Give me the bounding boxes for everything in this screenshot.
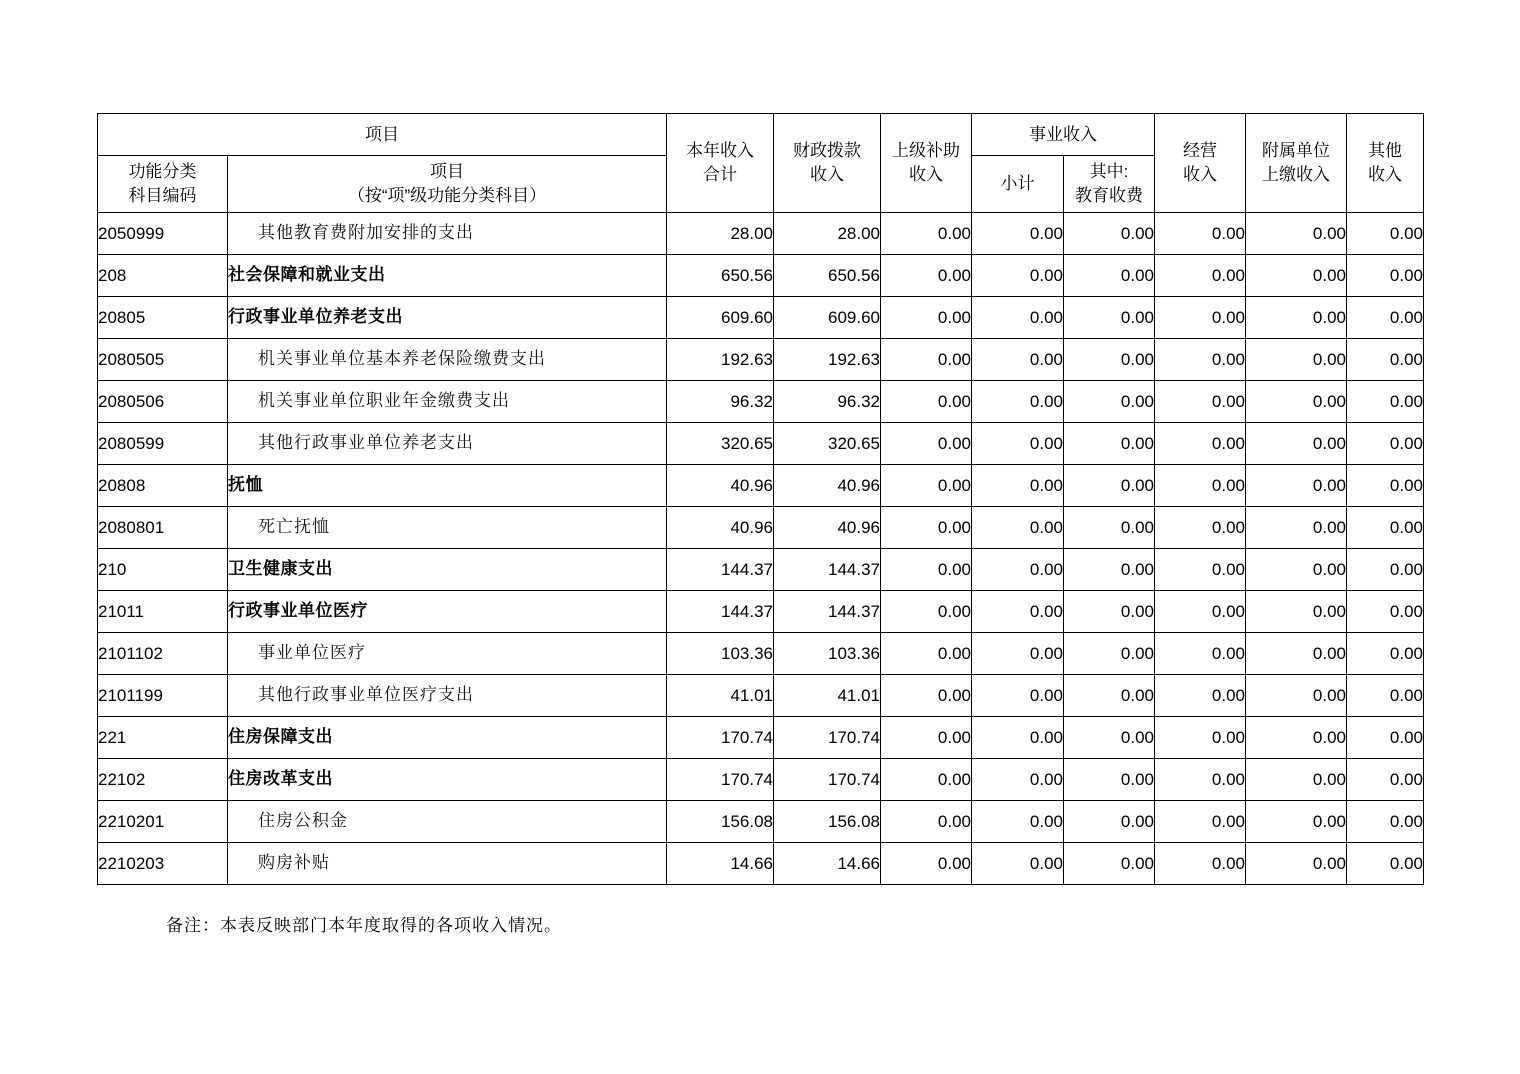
row-code: 22102	[98, 759, 228, 801]
cell-total: 170.74	[667, 717, 774, 759]
cell-business-subtotal: 0.00	[972, 297, 1064, 339]
cell-affiliate: 0.00	[1246, 255, 1347, 297]
row-code: 2080506	[98, 381, 228, 423]
cell-operating: 0.00	[1155, 759, 1246, 801]
cell-total: 40.96	[667, 507, 774, 549]
row-code: 2080505	[98, 339, 228, 381]
cell-subsidy: 0.00	[881, 717, 972, 759]
cell-fiscal: 609.60	[774, 297, 881, 339]
cell-fiscal: 14.66	[774, 843, 881, 885]
cell-business-subtotal: 0.00	[972, 255, 1064, 297]
cell-fiscal: 650.56	[774, 255, 881, 297]
cell-total: 192.63	[667, 339, 774, 381]
table-row	[98, 717, 1424, 759]
cell-other: 0.00	[1347, 381, 1424, 423]
cell-affiliate: 0.00	[1246, 717, 1347, 759]
cell-operating: 0.00	[1155, 633, 1246, 675]
table-header	[98, 114, 1424, 213]
row-code: 2080599	[98, 423, 228, 465]
cell-affiliate: 0.00	[1246, 339, 1347, 381]
cell-business-subtotal: 0.00	[972, 213, 1064, 255]
table-row	[98, 843, 1424, 885]
cell-subsidy: 0.00	[881, 423, 972, 465]
cell-fiscal: 40.96	[774, 465, 881, 507]
cell-edu-fee: 0.00	[1064, 591, 1155, 633]
cell-operating: 0.00	[1155, 717, 1246, 759]
cell-other: 0.00	[1347, 633, 1424, 675]
cell-subsidy: 0.00	[881, 339, 972, 381]
cell-other: 0.00	[1347, 801, 1424, 843]
table-row	[98, 759, 1424, 801]
row-name: 机关事业单位职业年金缴费支出	[228, 381, 667, 423]
cell-subsidy: 0.00	[881, 255, 972, 297]
cell-affiliate: 0.00	[1246, 759, 1347, 801]
cell-affiliate: 0.00	[1246, 465, 1347, 507]
row-code: 2080801	[98, 507, 228, 549]
cell-operating: 0.00	[1155, 255, 1246, 297]
footnote: 备注：本表反映部门本年度取得的各项收入情况。	[166, 916, 562, 936]
cell-subsidy: 0.00	[881, 549, 972, 591]
header-name: 项目 （按“项”级功能分类科目）	[228, 156, 667, 213]
cell-business-subtotal: 0.00	[972, 549, 1064, 591]
row-code: 221	[98, 717, 228, 759]
header-fiscal: 财政拨款 收入	[774, 114, 881, 213]
row-name: 住房公积金	[228, 801, 667, 843]
cell-affiliate: 0.00	[1246, 801, 1347, 843]
table-body	[98, 213, 1424, 885]
cell-fiscal: 28.00	[774, 213, 881, 255]
cell-total: 609.60	[667, 297, 774, 339]
cell-operating: 0.00	[1155, 339, 1246, 381]
cell-edu-fee: 0.00	[1064, 759, 1155, 801]
cell-business-subtotal: 0.00	[972, 381, 1064, 423]
cell-business-subtotal: 0.00	[972, 339, 1064, 381]
cell-affiliate: 0.00	[1246, 843, 1347, 885]
cell-business-subtotal: 0.00	[972, 759, 1064, 801]
cell-fiscal: 40.96	[774, 507, 881, 549]
header-subsidy: 上级补助 收入	[881, 114, 972, 213]
cell-total: 28.00	[667, 213, 774, 255]
cell-edu-fee: 0.00	[1064, 381, 1155, 423]
cell-fiscal: 144.37	[774, 549, 881, 591]
cell-business-subtotal: 0.00	[972, 717, 1064, 759]
table-row	[98, 381, 1424, 423]
cell-affiliate: 0.00	[1246, 549, 1347, 591]
header-code: 功能分类 科目编码	[98, 156, 228, 213]
cell-operating: 0.00	[1155, 381, 1246, 423]
row-code: 210	[98, 549, 228, 591]
cell-subsidy: 0.00	[881, 633, 972, 675]
cell-other: 0.00	[1347, 675, 1424, 717]
cell-subsidy: 0.00	[881, 297, 972, 339]
table-row	[98, 423, 1424, 465]
row-name: 机关事业单位基本养老保险缴费支出	[228, 339, 667, 381]
cell-affiliate: 0.00	[1246, 675, 1347, 717]
cell-edu-fee: 0.00	[1064, 507, 1155, 549]
cell-operating: 0.00	[1155, 297, 1246, 339]
cell-edu-fee: 0.00	[1064, 633, 1155, 675]
row-code: 20808	[98, 465, 228, 507]
cell-other: 0.00	[1347, 549, 1424, 591]
cell-business-subtotal: 0.00	[972, 507, 1064, 549]
cell-total: 144.37	[667, 591, 774, 633]
cell-edu-fee: 0.00	[1064, 423, 1155, 465]
cell-subsidy: 0.00	[881, 759, 972, 801]
cell-total: 96.32	[667, 381, 774, 423]
cell-total: 41.01	[667, 675, 774, 717]
cell-edu-fee: 0.00	[1064, 213, 1155, 255]
cell-other: 0.00	[1347, 255, 1424, 297]
cell-subsidy: 0.00	[881, 801, 972, 843]
cell-business-subtotal: 0.00	[972, 843, 1064, 885]
header-other: 其他 收入	[1347, 114, 1424, 213]
header-business: 事业收入	[972, 114, 1155, 156]
row-code: 2210201	[98, 801, 228, 843]
cell-fiscal: 144.37	[774, 591, 881, 633]
cell-operating: 0.00	[1155, 423, 1246, 465]
cell-edu-fee: 0.00	[1064, 297, 1155, 339]
cell-other: 0.00	[1347, 465, 1424, 507]
cell-total: 170.74	[667, 759, 774, 801]
cell-subsidy: 0.00	[881, 507, 972, 549]
row-name: 死亡抚恤	[228, 507, 667, 549]
cell-total: 103.36	[667, 633, 774, 675]
table-row	[98, 255, 1424, 297]
table-row	[98, 675, 1424, 717]
cell-other: 0.00	[1347, 507, 1424, 549]
cell-subsidy: 0.00	[881, 381, 972, 423]
cell-other: 0.00	[1347, 717, 1424, 759]
cell-business-subtotal: 0.00	[972, 465, 1064, 507]
cell-fiscal: 96.32	[774, 381, 881, 423]
row-name: 其他行政事业单位医疗支出	[228, 675, 667, 717]
cell-operating: 0.00	[1155, 675, 1246, 717]
cell-edu-fee: 0.00	[1064, 339, 1155, 381]
table-row	[98, 465, 1424, 507]
cell-affiliate: 0.00	[1246, 297, 1347, 339]
row-name: 事业单位医疗	[228, 633, 667, 675]
cell-affiliate: 0.00	[1246, 591, 1347, 633]
cell-other: 0.00	[1347, 591, 1424, 633]
cell-total: 320.65	[667, 423, 774, 465]
cell-subsidy: 0.00	[881, 591, 972, 633]
row-name: 其他教育费附加安排的支出	[228, 213, 667, 255]
cell-total: 14.66	[667, 843, 774, 885]
row-code: 20805	[98, 297, 228, 339]
row-code: 2210203	[98, 843, 228, 885]
cell-business-subtotal: 0.00	[972, 423, 1064, 465]
header-operating: 经营 收入	[1155, 114, 1246, 213]
cell-edu-fee: 0.00	[1064, 801, 1155, 843]
cell-fiscal: 320.65	[774, 423, 881, 465]
row-name: 住房保障支出	[228, 717, 667, 759]
income-table	[97, 113, 1424, 885]
cell-business-subtotal: 0.00	[972, 633, 1064, 675]
cell-business-subtotal: 0.00	[972, 591, 1064, 633]
cell-fiscal: 170.74	[774, 759, 881, 801]
table-row	[98, 633, 1424, 675]
cell-edu-fee: 0.00	[1064, 255, 1155, 297]
row-name: 行政事业单位养老支出	[228, 297, 667, 339]
cell-total: 144.37	[667, 549, 774, 591]
row-name: 行政事业单位医疗	[228, 591, 667, 633]
row-name: 社会保障和就业支出	[228, 255, 667, 297]
cell-edu-fee: 0.00	[1064, 717, 1155, 759]
table-row	[98, 591, 1424, 633]
cell-fiscal: 156.08	[774, 801, 881, 843]
row-name: 购房补贴	[228, 843, 667, 885]
table-row	[98, 297, 1424, 339]
cell-fiscal: 103.36	[774, 633, 881, 675]
cell-other: 0.00	[1347, 423, 1424, 465]
cell-subsidy: 0.00	[881, 675, 972, 717]
cell-other: 0.00	[1347, 759, 1424, 801]
cell-affiliate: 0.00	[1246, 507, 1347, 549]
cell-operating: 0.00	[1155, 591, 1246, 633]
table-row	[98, 549, 1424, 591]
row-name: 住房改革支出	[228, 759, 667, 801]
cell-operating: 0.00	[1155, 507, 1246, 549]
cell-affiliate: 0.00	[1246, 381, 1347, 423]
cell-operating: 0.00	[1155, 843, 1246, 885]
row-code: 2050999	[98, 213, 228, 255]
cell-edu-fee: 0.00	[1064, 843, 1155, 885]
cell-operating: 0.00	[1155, 801, 1246, 843]
table-row	[98, 801, 1424, 843]
header-total: 本年收入 合计	[667, 114, 774, 213]
cell-fiscal: 41.01	[774, 675, 881, 717]
cell-other: 0.00	[1347, 843, 1424, 885]
cell-subsidy: 0.00	[881, 213, 972, 255]
row-name: 卫生健康支出	[228, 549, 667, 591]
row-code: 21011	[98, 591, 228, 633]
cell-other: 0.00	[1347, 339, 1424, 381]
income-table-sheet	[97, 113, 1423, 885]
cell-business-subtotal: 0.00	[972, 801, 1064, 843]
header-project: 项目	[98, 114, 667, 156]
cell-edu-fee: 0.00	[1064, 465, 1155, 507]
row-name: 其他行政事业单位养老支出	[228, 423, 667, 465]
cell-total: 40.96	[667, 465, 774, 507]
cell-fiscal: 170.74	[774, 717, 881, 759]
cell-edu-fee: 0.00	[1064, 675, 1155, 717]
cell-total: 650.56	[667, 255, 774, 297]
cell-operating: 0.00	[1155, 465, 1246, 507]
header-affiliate: 附属单位 上缴收入	[1246, 114, 1347, 213]
cell-subsidy: 0.00	[881, 843, 972, 885]
cell-operating: 0.00	[1155, 549, 1246, 591]
table-row	[98, 507, 1424, 549]
header-subtotal: 小计	[972, 156, 1064, 213]
cell-affiliate: 0.00	[1246, 213, 1347, 255]
cell-other: 0.00	[1347, 297, 1424, 339]
cell-edu-fee: 0.00	[1064, 549, 1155, 591]
header-edu-fee: 其中: 教育收费	[1064, 156, 1155, 213]
cell-fiscal: 192.63	[774, 339, 881, 381]
table-row	[98, 339, 1424, 381]
cell-other: 0.00	[1347, 213, 1424, 255]
cell-total: 156.08	[667, 801, 774, 843]
row-code: 2101199	[98, 675, 228, 717]
cell-affiliate: 0.00	[1246, 423, 1347, 465]
cell-business-subtotal: 0.00	[972, 675, 1064, 717]
table-row	[98, 213, 1424, 255]
row-name: 抚恤	[228, 465, 667, 507]
cell-affiliate: 0.00	[1246, 633, 1347, 675]
cell-subsidy: 0.00	[881, 465, 972, 507]
cell-operating: 0.00	[1155, 213, 1246, 255]
row-code: 2101102	[98, 633, 228, 675]
row-code: 208	[98, 255, 228, 297]
